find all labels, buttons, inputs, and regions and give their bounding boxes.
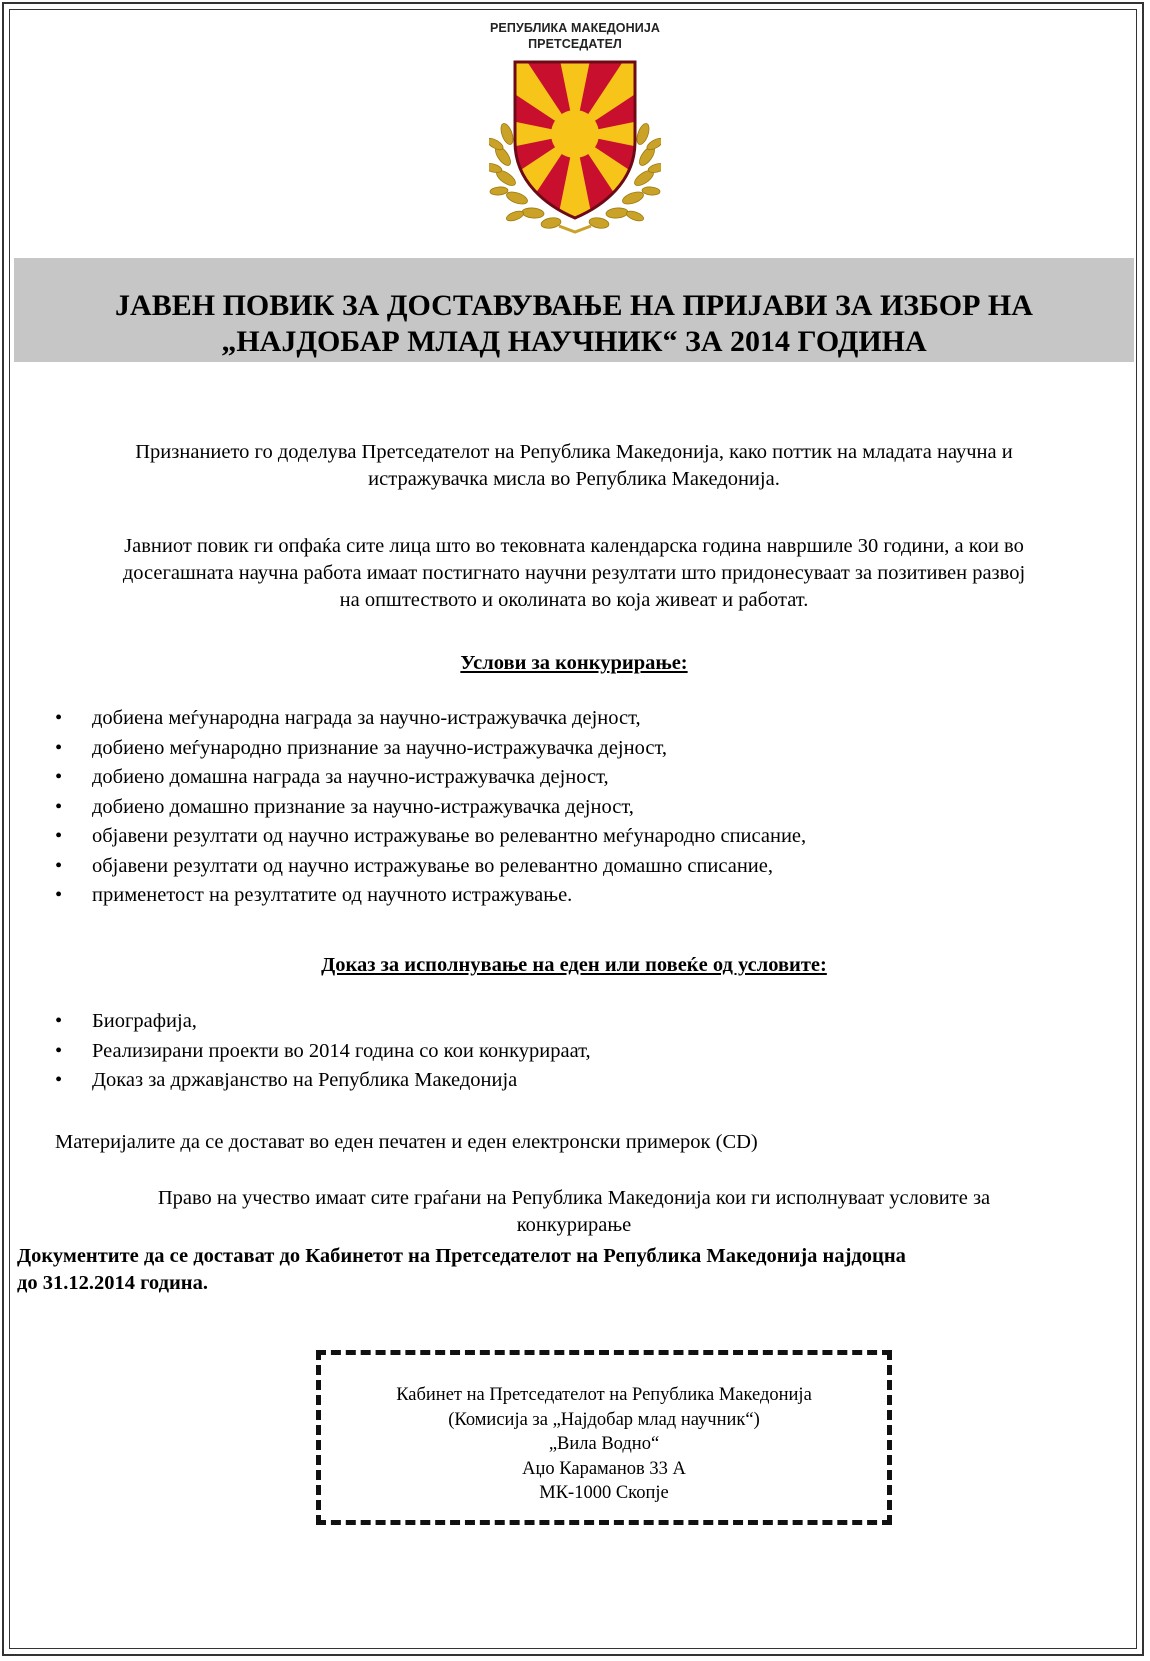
list-item: • Реализирани проекти во 2014 година со кои конкурираат, <box>55 1039 591 1062</box>
proof-heading: Доказ за исполнување на еден или повеќе од условите: <box>321 954 827 976</box>
emblem-caption-office: ПРЕТСЕДАТЕЛ <box>528 37 622 51</box>
emblem-caption-country: РЕПУБЛИКА МАКЕДОНИЈА <box>489 21 661 35</box>
coat-of-arms-icon <box>489 56 661 236</box>
list-item: • добиено домашно признание за научно-истражувачка дејност, <box>55 795 634 818</box>
intro-paragraph-2-line-2: досегашната научна работа имаат постигнато научни резултати што придонесуваат за позитивен развој <box>122 562 1026 584</box>
deadline-line-2: до 31.12.2014 година. <box>17 1272 208 1294</box>
list-item: • добиено меѓународно признание за научно-истражувачка дејност, <box>55 736 668 759</box>
deadline-line-1: Документите да се достават до Кабинетот на Претседателот на Република Македонија најдоцна <box>17 1245 906 1267</box>
intro-paragraph-2-line-1: Јавниот повик ги опфаќа сите лица што во тековната календарска година навршиле 30 години, а кои во <box>124 535 1024 557</box>
list-item: • објавени резултати од научно истражување во релевантно домашно списание, <box>55 854 774 877</box>
list-item: • Доказ за државјанство на Република Македонија <box>55 1069 518 1091</box>
proof-list <box>55 1007 591 1096</box>
list-item: • добиена меѓународна награда за научно-истражувачка дејност, <box>55 707 641 729</box>
conditions-list <box>55 704 806 911</box>
intro-paragraph-2-line-3: на општеството и околината во која живеат и работат. <box>339 589 809 611</box>
intro-paragraph-1-line-2: истражувачка мисла во Република Македонија. <box>368 468 780 490</box>
list-item: • применетост на резултатите од научното истражување. <box>55 884 573 906</box>
emblem-block <box>475 20 675 235</box>
intro-paragraph-1-line-1: Признанието го доделува Претседателот на Република Македонија, како поттик на младата научна и <box>135 441 1013 463</box>
list-item: • добиено домашна награда за научно-истражувачка дејност, <box>55 766 609 788</box>
list-item: • Биографија, <box>55 1010 197 1032</box>
materials-note: Материјалите да се достават во еден печатен и еден електронски примерок (CD) <box>55 1131 758 1153</box>
eligibility-line-1: Право на учество имаат сите граѓани на Република Македонија кои ги исполнуваат условите за <box>157 1187 991 1209</box>
address-line-2: (Комисија за „Најдобар млад научник“) <box>448 1409 760 1430</box>
page-title-line-1: ЈАВЕН ПОВИК ЗА ДОСТАВУВАЊЕ НА ПРИЈАВИ ЗА ИЗБОР НА <box>115 289 1033 322</box>
list-item: • објавени резултати од научно истражување во релевантно меѓународно списание, <box>55 825 807 847</box>
address-line-4: Аџо Караманов 33 А <box>522 1458 686 1479</box>
address-line-5: МК-1000 Скопје <box>539 1483 669 1503</box>
address-box <box>316 1350 892 1525</box>
conditions-heading: Услови за конкурирање: <box>460 652 688 674</box>
eligibility-line-2: конкурирање <box>516 1214 632 1236</box>
title-band <box>14 258 1134 362</box>
page-title-line-2: „НАЈДОБАР МЛАД НАУЧНИК“ ЗА 2014 ГОДИНА <box>221 325 927 358</box>
address-line-3: „Вила Водно“ <box>548 1434 660 1454</box>
address-line-1: Кабинет на Претседателот на Република Македонија <box>396 1385 812 1405</box>
